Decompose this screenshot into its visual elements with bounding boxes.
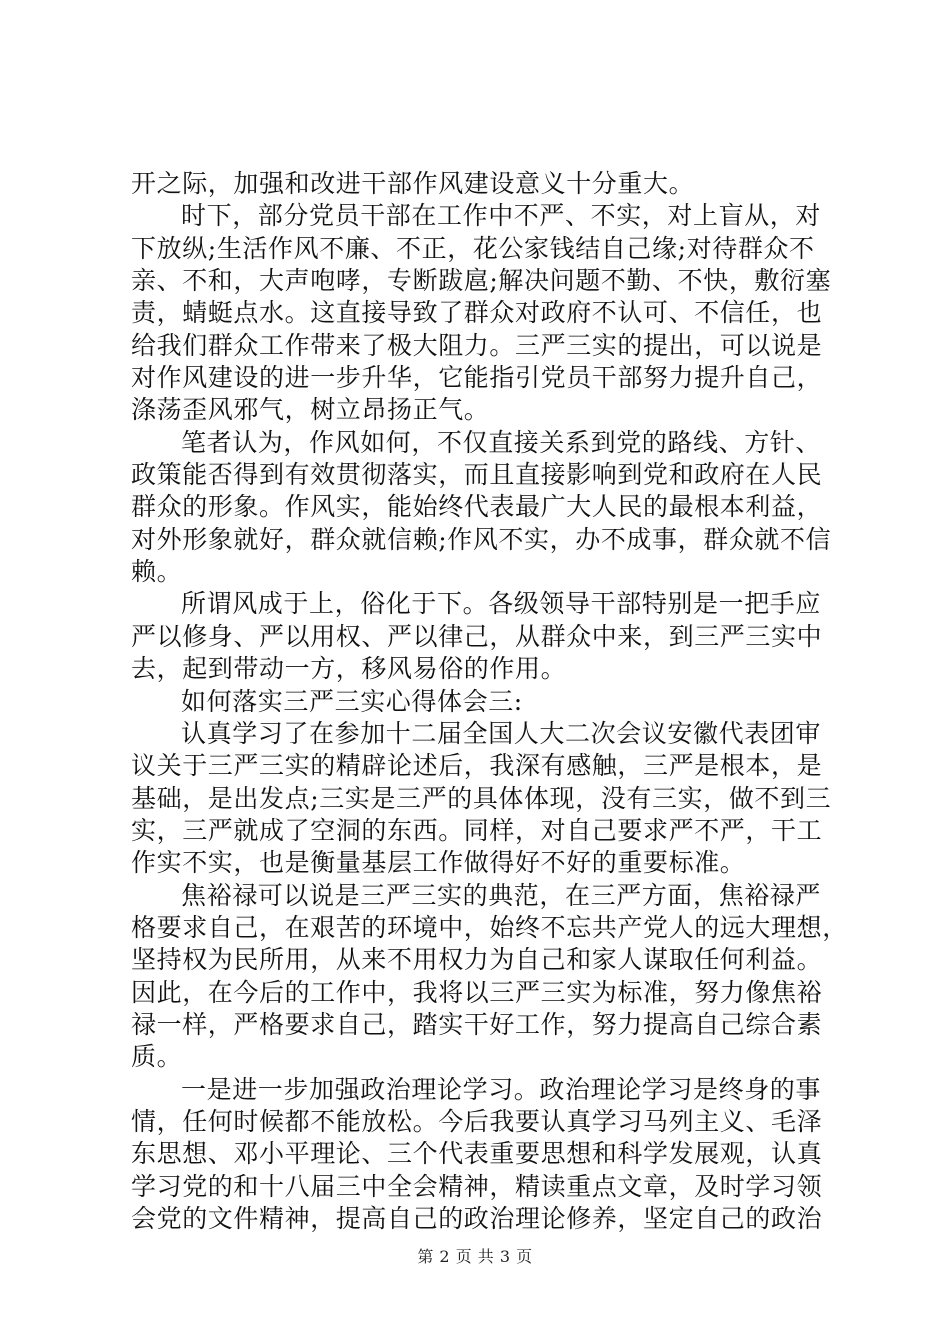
text-line: 时下，部分党员干部在工作中不严、不实，对上盲从，对 xyxy=(181,201,822,231)
text-line: 对作风建设的进一步升华，它能指引党员干部努力提升自己， xyxy=(131,363,823,393)
text-line: 开之际，加强和改进干部作风建设意义十分重大。 xyxy=(131,169,695,198)
document-body xyxy=(131,168,848,1235)
text-line: 坚持权为民所用，从来不用权力为自己和家人谋取任何利益。 xyxy=(131,945,823,975)
text-line: 基础，是出发点;三实是三严的具体体现，没有三实，做不到三 xyxy=(131,783,832,813)
text-line: 对外形象就好，群众就信赖;作风不实，办不成事，群众就不信 xyxy=(131,524,832,554)
text-line: 笔者认为，作风如何，不仅直接关系到党的路线、方针、 xyxy=(181,427,822,457)
text-line: 禄一样，严格要求自己，踏实干好工作，努力提高自己综合素 xyxy=(131,1009,823,1039)
text-line: 东思想、邓小平理论、三个代表重要思想和科学发展观，认真 xyxy=(131,1139,823,1169)
text-line: 责，蜻蜓点水。这直接导致了群众对政府不认可、不信任，也 xyxy=(131,298,823,328)
text-line: 格要求自己，在艰苦的环境中，始终不忘共产党人的远大理想， xyxy=(131,912,848,942)
text-line: 会党的文件精神，提高自己的政治理论修养，坚定自己的政治 xyxy=(131,1204,823,1233)
text-line: 一是进一步加强政治理论学习。政治理论学习是终身的事 xyxy=(181,1074,822,1104)
text-line: 质。 xyxy=(131,1042,183,1072)
text-line: 政策能否得到有效贯彻落实，而且直接影响到党和政府在人民 xyxy=(131,460,823,490)
text-line: 亲、不和，大声咆哮，专断跋扈;解决问题不勤、不快，敷衍塞 xyxy=(131,266,832,296)
text-line: 情，任何时候都不能放松。今后我要认真学习马列主义、毛泽 xyxy=(131,1106,823,1136)
text-line: 下放纵;生活作风不廉、不正，花公家钱结自己缘;对待群众不 xyxy=(131,233,815,263)
section-heading: 如何落实三严三实心得体会三: xyxy=(181,686,523,716)
text-line: 认真学习了在参加十二届全国人大二次会议安徽代表团审 xyxy=(181,718,822,748)
text-line: 因此，在今后的工作中，我将以三严三实为标准，努力像焦裕 xyxy=(131,977,823,1007)
text-line: 涤荡歪风邪气，树立昂扬正气。 xyxy=(131,395,490,425)
page-number-footer: 第 2 页 共 3 页 xyxy=(417,1247,533,1266)
text-line: 去，起到带动一方，移风易俗的作用。 xyxy=(131,654,567,684)
text-line: 焦裕禄可以说是三严三实的典范，在三严方面，焦裕禄严 xyxy=(181,880,822,910)
text-line: 严以修身、严以用权、严以律己，从群众中来，到三严三实中 xyxy=(131,621,823,651)
text-line: 学习党的和十八届三中全会精神，精读重点文章，及时学习领 xyxy=(131,1171,823,1201)
text-line: 群众的形象。作风实，能始终代表最广大人民的最根本利益， xyxy=(131,492,823,522)
text-line: 议关于三严三实的精辟论述后，我深有感触，三严是根本，是 xyxy=(131,751,823,781)
text-line: 赖。 xyxy=(131,557,183,587)
text-line: 所谓风成于上，俗化于下。各级领导干部特别是一把手应 xyxy=(181,589,822,619)
text-line: 给我们群众工作带来了极大阻力。三严三实的提出，可以说是 xyxy=(131,330,823,360)
text-line: 实，三严就成了空洞的东西。同样，对自己要求严不严，干工 xyxy=(131,815,823,845)
text-line: 作实不实，也是衡量基层工作做得好不好的重要标准。 xyxy=(131,848,746,878)
